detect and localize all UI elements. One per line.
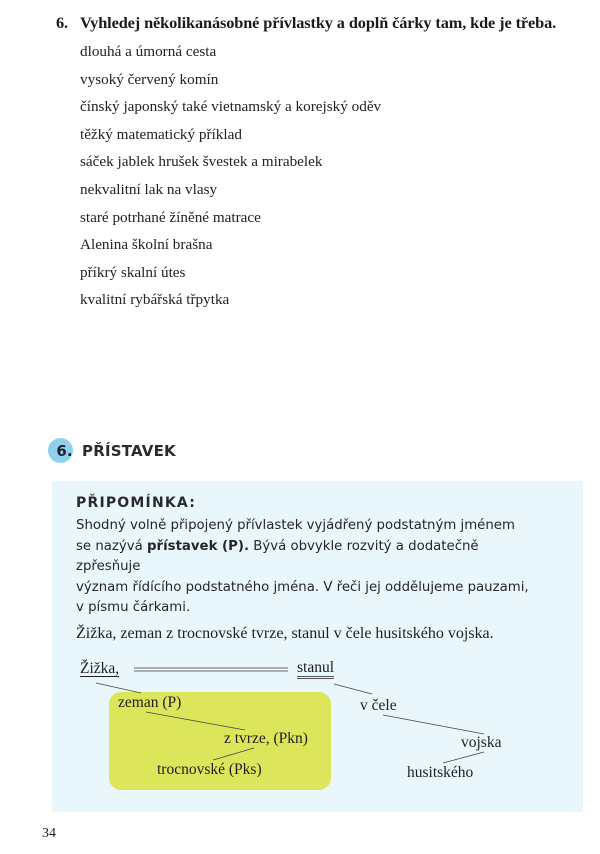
diagram-predicate-text: stanul — [297, 660, 334, 679]
page-number: 34 — [42, 826, 56, 841]
exercise-item: čínský japonský také vietnamský a korejský oděv — [80, 98, 382, 116]
section-number-badge — [48, 438, 73, 463]
diagram-subject: Žižka, — [80, 660, 120, 677]
exercise-instruction: Vyhledej několikanásobné přívlastky a doplň čárky tam, kde je třeba. — [80, 13, 557, 32]
reminder-term: přístavek (P). — [147, 538, 250, 554]
reminder-text-part: se nazývá — [76, 538, 148, 554]
reminder-text — [76, 516, 546, 619]
exercise-items — [80, 38, 381, 314]
exercise-item: těžký matematický příklad — [80, 125, 242, 143]
section-number: 6. — [56, 441, 73, 460]
reminder-line — [76, 537, 546, 578]
diagram-apposition-attribute: z tvrze, (Pkn) — [224, 730, 308, 747]
reminder-line: význam řídícího podstatného jména. V řeči jej oddělujeme pauzami, — [76, 579, 529, 595]
exercise-item: sáček jablek hrušek švestek a mirabelek — [80, 153, 323, 171]
diagram-adverbial-attribute: vojska — [461, 734, 502, 751]
section-heading — [48, 438, 176, 463]
exercise-item: vysoký červený komín — [80, 70, 219, 88]
exercise-item: kvalitní rybářská třpytka — [80, 291, 230, 309]
exercise-number: 6. — [56, 13, 69, 32]
exercise-item: nekvalitní lak na vlasy — [80, 180, 218, 198]
diagram-apposition: zeman (P) — [118, 694, 182, 711]
exercise-title — [56, 13, 596, 33]
diagram-predicate — [297, 659, 334, 679]
reminder-text-part: Bývá obvykle rozvitý a dodatečně zpřesňuje — [76, 538, 479, 574]
section-title: PŘÍSTAVEK — [82, 441, 176, 460]
reminder-line: Shodný volně připojený přívlastek vyjádřený podstatným jménem — [76, 518, 515, 533]
exercise-item: Alenina školní brašna — [80, 236, 213, 254]
reminder-line: v písmu čárkami. — [76, 600, 191, 615]
exercise-item: dlouhá a úmorná cesta — [80, 43, 217, 60]
reminder-label: PŘIPOMÍNKA: — [76, 495, 197, 511]
diagram-adverbial-attribute-attribute: husitského — [407, 764, 474, 781]
diagram-adverbial: v čele — [360, 697, 397, 714]
diagram-apposition-attribute-attribute: trocnovské (Pks) — [157, 761, 262, 778]
example-sentence: Žižka, zeman z trocnovské tvrze, stanul v čele husitského vojska. — [76, 625, 494, 642]
exercise-item: staré potrhané žíněné matrace — [80, 208, 261, 226]
exercise-item: příkrý skalní útes — [80, 263, 186, 281]
